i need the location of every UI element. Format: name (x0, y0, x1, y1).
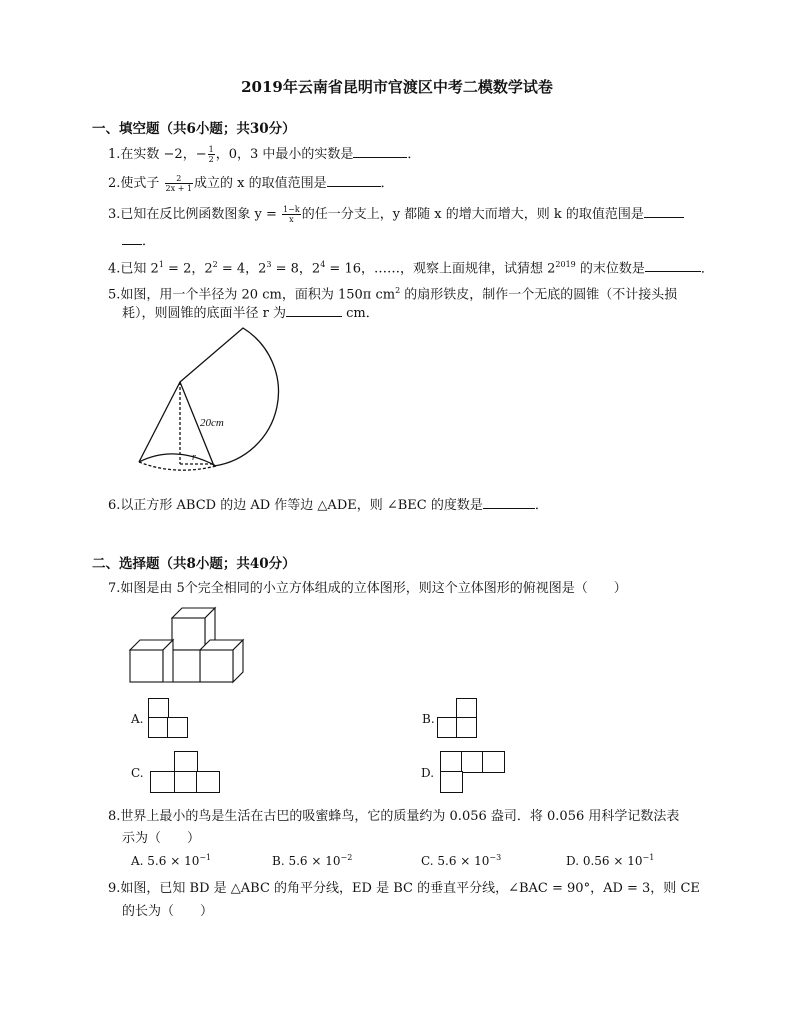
section-fill-in-heading: 一、填空题（共6小题；共30分） (92, 121, 296, 137)
q7-option-b-diagram[interactable] (437, 698, 479, 738)
q3-text-b: 的任一分支上，y 都随 x 的增大而增大，则 k 的取值范围是 (301, 207, 644, 222)
q2-text-b: 成立的 x 的取值范围是 (194, 176, 327, 191)
q2-answer-blank[interactable] (327, 174, 381, 187)
sector-shape (180, 328, 278, 466)
q1-answer-blank[interactable] (353, 145, 407, 158)
q7-option-b-label[interactable]: B. (422, 712, 435, 726)
question-5-line2: 耗），则圆锥的底面半径 r 为 cm． (122, 306, 379, 321)
q4-answer-blank[interactable] (645, 259, 701, 272)
q8-option-b[interactable]: B. $5.6 \times 10^{-2}$ (272, 853, 353, 868)
q7-option-c-label[interactable]: C. (131, 766, 144, 780)
q3-answer-blank-cont[interactable] (122, 232, 142, 245)
q7-option-a-label[interactable]: A. (131, 712, 144, 726)
cone-base-back-arc (139, 462, 216, 470)
q7-option-d-label[interactable]: D. (421, 766, 435, 780)
cubes-3d-figure (125, 606, 245, 694)
q1-fraction: $\frac{1}{2}$ (208, 145, 214, 164)
question-9-line1: 9.如图，已知 BD 是 △ABC 的角平分线，ED 是 BC 的垂直平分线，∠BAC = 90°，AD = 3，则 CE (108, 881, 700, 896)
question-7: 7.如图是由 5个完全相同的小立方体组成的立体图形，则这个立体图形的俯视图是（ ） (108, 581, 627, 596)
cone-base-arc (139, 454, 216, 466)
q2-fraction: $\frac{2}{2x + 1}$ (165, 174, 193, 193)
q7-option-a-diagram[interactable] (148, 698, 190, 738)
q1-text-b: ，0，3 中最小的实数是 (215, 147, 354, 162)
question-8-line1: 8.世界上最小的鸟是生活在古巴的吸蜜蜂鸟，它的质量约为 0.056 盎司．将 0.056 用科学记数法表 (108, 809, 680, 824)
q8-option-d[interactable]: D. $0.56 \times 10^{-1}$ (566, 853, 655, 868)
question-4: 4.已知 $2^1 = 2$，$2^2 = 4$，$2^3 = 8$，$2^4 = 16$，……，观察上面规律，试猜想 $2^{2019}$ 的末位数是 ． (108, 260, 714, 277)
sector-radius-label: 20cm (200, 417, 224, 429)
q3-text-a: 3.已知在反比例函数图象 y = (108, 207, 282, 222)
page-title: 2019年云南省昆明市官渡区中考二模数学试卷 (241, 78, 553, 96)
cone-radius-label: r (192, 452, 196, 463)
question-8-line2: 示为（ ） (122, 831, 201, 846)
q3-fraction: $\frac{1-k}{x}$ (283, 205, 300, 224)
question-2: 2.使式子 $\frac{2}{2x + 1}$ 成立的 x 的取值范围是 ． (108, 174, 394, 193)
q1-text-a: 1.在实数 −2，− (108, 147, 207, 162)
question-1: 1.在实数 −2，− $\frac{1}{2}$ ，0，3 中最小的实数是 ． (108, 145, 421, 164)
q6-answer-blank[interactable] (483, 496, 535, 509)
q7-option-c-diagram[interactable] (150, 751, 222, 793)
question-6: 6.以正方形 ABCD 的边 AD 作等边 △ADE，则 ∠BEC 的度数是 ． (108, 498, 548, 513)
question-5-line1: 5.如图，用一个半径为 20 cm，面积为 150π $cm^2$ 的扇形铁皮，制作一个无底的圆锥（不计接头损 (108, 286, 678, 303)
section-choice-heading: 二、选择题（共8小题；共40分） (92, 556, 296, 572)
question-3-cont: ． (122, 232, 155, 251)
cone-left-edge (139, 382, 180, 462)
q2-text-a: 2.使式子 (108, 176, 164, 191)
question-3 (108, 205, 684, 224)
q8-option-a[interactable]: A. $5.6 \times 10^{-1}$ (131, 853, 212, 868)
question-9-line2: 的长为（ ） (122, 904, 214, 919)
cone-sector-figure (130, 326, 280, 474)
q7-option-d-diagram[interactable] (440, 751, 508, 795)
q5-answer-blank[interactable] (286, 304, 342, 317)
q8-option-c[interactable]: C. $5.6 \times 10^{-3}$ (421, 853, 502, 868)
q3-answer-blank[interactable] (644, 205, 684, 218)
